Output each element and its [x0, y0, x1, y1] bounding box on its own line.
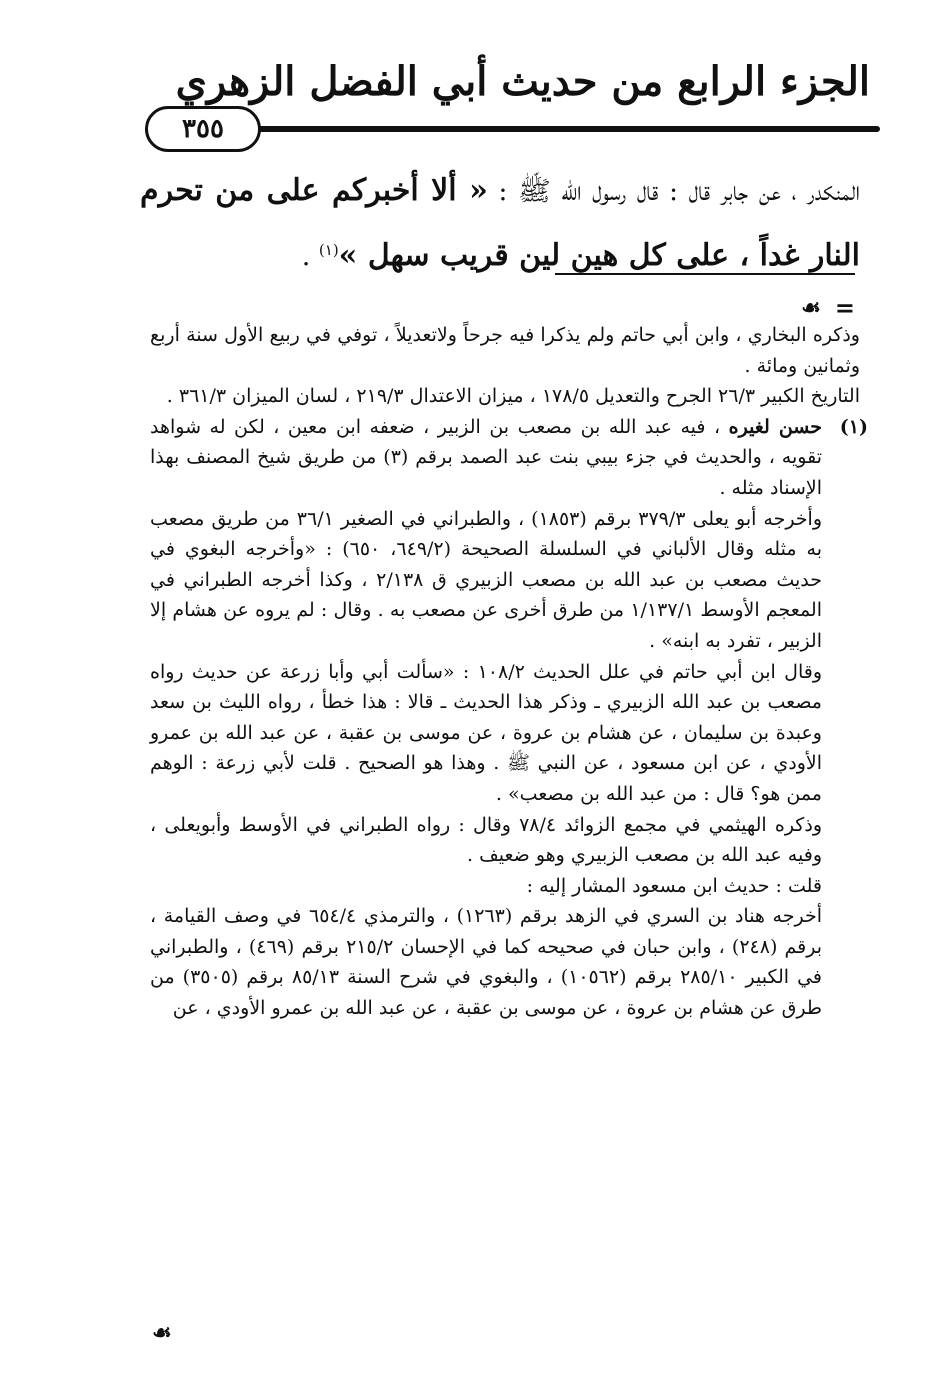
footnote-1-para-4: وذكره الهيثمي في مجمع الزوائد ٧٨/٤ وقال : رواه الطبراني في الأوسط وأبويعلى ، وفيه عبد الله بن مصعب الزبيري وهو ضعيف .: [150, 813, 822, 867]
footnote-1-para-5: قلت : حديث ابن مسعود المشار إليه :: [526, 874, 822, 897]
hadith-text: « ألا أخبركم على من تحرم النار غداً ، على كل هين لين قريب سهل »: [140, 173, 860, 273]
ornament-icon: ☙: [801, 294, 821, 321]
main-text: [140, 162, 860, 286]
footnote-1-para-2: وأخرجه أبو يعلى ٣٧٩/٣ برقم (١٨٥٣) ، والطبراني في الصغير ٣٦/١ من طريق مصعب به مثله وقال الألباني في السلسلة الصحيحة (٦٤٩/٢، ٦٥٠) : «وأخرجه البغوي في حديث مصعب بن عبد الله بن مصعب الزبيري ق ٢/١٣٨ ، وكذا أخرجه الطبراني في المعجم الأوسط ١/١٣٧/١ من طرق أخرى عن مصعب به . وقال : لم يروه عن هشام إلا الزبير ، تفرد به ابنه» .: [150, 507, 823, 652]
footnote-1-para-1-text: ، فيه عبد الله بن مصعب بن الزبير ، ضعفه ابن معين ، لكن له شواهد تقويه ، والحديث في جزء بيبي بنت عبد الصمد برقم (٣) من طريق شيخ المصنف بهذا الإسناد مثله .: [150, 415, 822, 499]
running-header-title: الجزء الرابع من حديث أبي الفضل الزهري: [175, 58, 870, 105]
continuation-ornament-icon: ☙: [152, 1320, 172, 1346]
main-end: .: [301, 241, 319, 272]
page-number: ٣٥٥: [145, 106, 261, 152]
footnote-1-para-3: وقال ابن أبي حاتم في علل الحديث ١٠٨/٢ : «سألت أبي وأبا زرعة عن حديث رواه مصعب بن عبد الله الزبيري ـ وذكر هذا الحديث ـ قالا : هذا خطأ ، رواه الليث بن سعد وعبدة بن سليمان ، عن هشام بن عروة ، عن موسى بن عقبة ، عن عبد الله بن عمرو الأودي ، عن ابن مسعود ، عن النبي ﷺ . وهذا هو الصحيح . قلت لأبي زرعة : الوهم ممن هو؟ قال : من عبد الله بن مصعب» .: [150, 660, 822, 805]
prev-footnote-para-1: وذكره البخاري ، وابن أبي حاتم ولم يذكرا فيه جرحاً ولاتعديلاً ، توفي في ربيع الأول سنة أربع وثمانين ومائة .: [150, 324, 860, 377]
footnote-divider: [95, 273, 855, 274]
footnote-1-para-1: [150, 412, 860, 504]
continuation-marker: =: [834, 293, 855, 322]
header-rule: [230, 126, 880, 132]
footnote-number: (١): [839, 415, 868, 438]
hadith-grade: حسن لغيره: [728, 415, 822, 438]
footnote-continuation: [801, 293, 855, 322]
footnote-1: [150, 412, 868, 1024]
footnote-1-para-6: أخرجه هناد بن السري في الزهد برقم (١٢٦٣) ، والترمذي ٦٥٤/٤ في وصف القيامة ، برقم (٢٤٨) ، وابن حبان في صحيحه كما في الإحسان ٢١٥/٢ برقم (٤٦٩) ، والطبراني في الكبير ٢٨٥/١٠ برقم (١٠٥٦٢) ، والبغوي في شرح السنة ٨٥/١٣ برقم (٣٥٠٥) من طرق عن هشام بن عروة ، عن موسى بن عقبة ، عن عبد الله بن عمرو الأودي ، عن: [150, 905, 823, 1020]
main-lead: المنكدر ، عن جابر قال : قال رسول الله ﷺ :: [487, 176, 860, 207]
prev-footnote-para-2: التاريخ الكبير ٢٦/٣ الجرح والتعديل ١٧٨/٥ ، ميزان الاعتدال ٢١٩/٣ ، لسان الميزان ٣٦١/٣ .: [166, 385, 860, 408]
footnote-reference: (١): [318, 241, 339, 259]
footnotes: [150, 320, 868, 1024]
